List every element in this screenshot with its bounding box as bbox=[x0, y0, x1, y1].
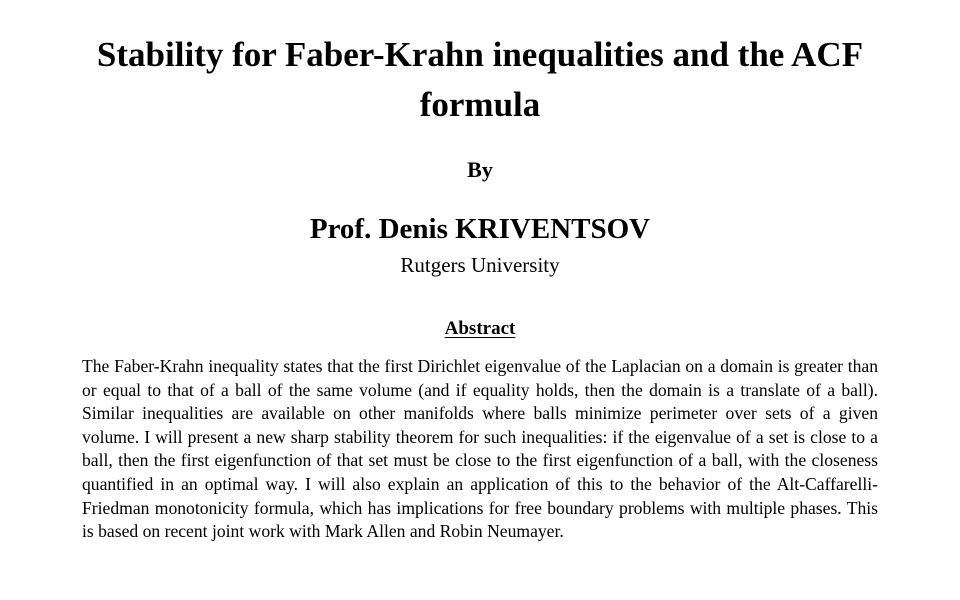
document-title: Stability for Faber-Krahn inequalities and the ACF formula bbox=[96, 35, 864, 124]
author-name: Prof. Denis KRIVENTSOV bbox=[309, 213, 651, 245]
author-affiliation: Rutgers University bbox=[400, 253, 560, 277]
by-label: By bbox=[467, 157, 493, 182]
abstract-heading-container bbox=[0, 317, 960, 341]
abstract-text: The Faber-Krahn inequality states that the first Dirichlet eigenvalue of the Laplacian on a domain is greater than or equal to that of a ball of the same volume (and if equality holds, then the domain is a translate of a ball). Similar inequalities are available on other manifolds where balls minimize perimeter over sets of a given volume. I will present a new sharp stability theorem for such inequalities: if the eigenvalue of a set is close to a ball, then the first eigenfunction of that set must be close to the first eigenfunction of a ball, with the closeness quantified in an optimal way. I will also explain an application of this to the behavior of the Alt-Caffarelli-Friedman monotonicity formula, which has implications for free boundary problems with multiple phases. This is based on recent joint work with Mark Allen and Robin Neumayer. bbox=[82, 356, 878, 542]
abstract-heading: Abstract bbox=[444, 318, 516, 339]
